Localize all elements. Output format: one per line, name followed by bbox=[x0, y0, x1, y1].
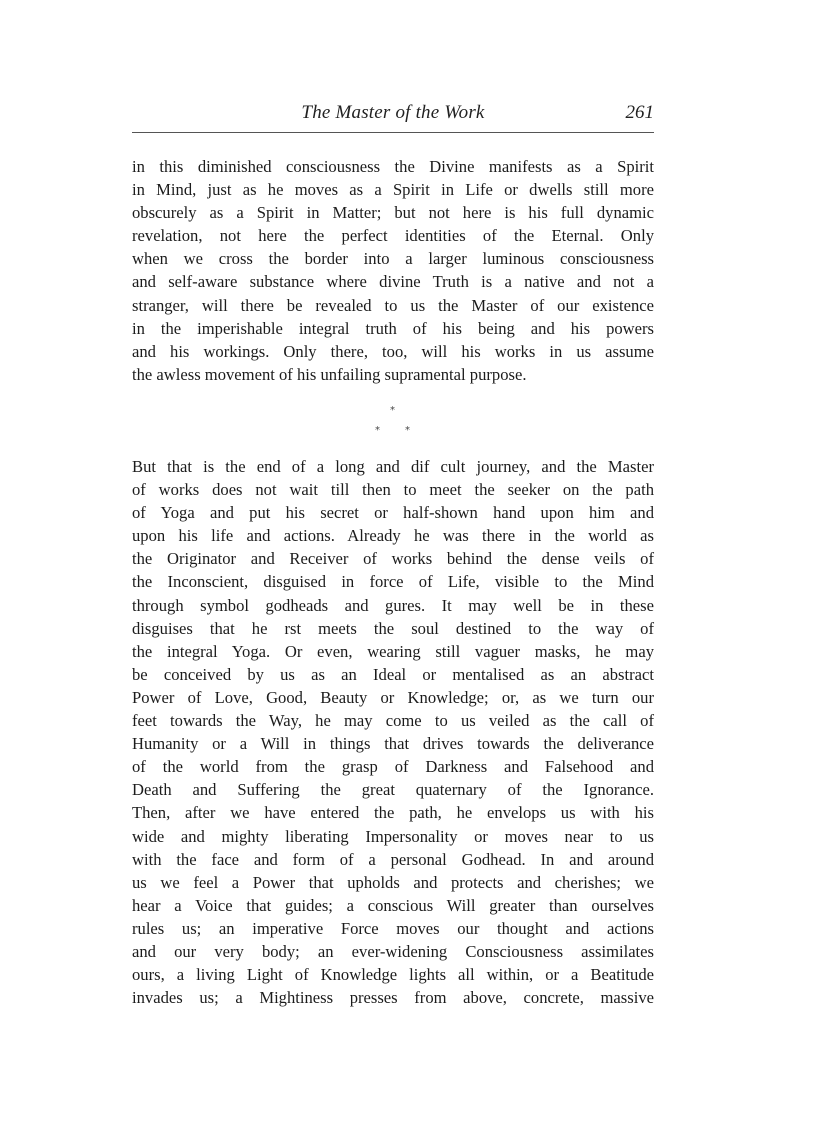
text-line: and our very body; an ever-widening Consciousness assimilates bbox=[132, 941, 654, 961]
text-line: revelation, not here the perfect identities of the Eternal. Only bbox=[132, 226, 654, 246]
header-rule bbox=[132, 132, 654, 133]
text-line: rules us; an imperative Force moves our thought and actions bbox=[132, 918, 654, 938]
text-line: Power of Love, Good, Beauty or Knowledge; or, as we turn our bbox=[132, 687, 654, 707]
text-line: us we feel a Power that upholds and protects and cherishes; we bbox=[132, 872, 654, 892]
text-line: disguises that he rst meets the soul destined to the way of bbox=[132, 618, 654, 638]
text-line: when we cross the border into a larger luminous consciousness bbox=[132, 249, 654, 269]
text-line: of works does not wait till then to meet the seeker on the path bbox=[132, 480, 654, 500]
paragraph-2 bbox=[132, 455, 654, 1009]
text-line: the Inconscient, disguised in force of Life, visible to the Mind bbox=[132, 572, 654, 592]
text-line: in the imperishable integral truth of his being and his powers bbox=[132, 318, 654, 338]
text-line: Humanity or a Will in things that drives towards the deliverance bbox=[132, 734, 654, 754]
text-line: invades us; a Mightiness presses from above, concrete, massive bbox=[132, 988, 654, 1008]
text-line: hear a Voice that guides; a conscious Will greater than ourselves bbox=[132, 895, 654, 915]
text-line: stranger, will there be revealed to us the Master of our existence bbox=[132, 295, 654, 315]
text-line: obscurely as a Spirit in Matter; but not here is his full dynamic bbox=[132, 203, 654, 223]
running-head bbox=[132, 102, 654, 128]
text-line: feet towards the Way, he may come to us veiled as the call of bbox=[132, 711, 654, 731]
text-line: Death and Suffering the great quaternary of the Ignorance. bbox=[132, 780, 654, 800]
text-line: ours, a living Light of Knowledge lights all within, or a Beatitude bbox=[132, 965, 654, 985]
text-line: in Mind, just as he moves as a Spirit in Life or dwells still more bbox=[132, 180, 654, 200]
asterisk-bottom-right: * bbox=[405, 425, 410, 436]
text-line: through symbol godheads and gures. It may well be in these bbox=[132, 595, 654, 615]
text-line: of Yoga and put his secret or half-shown hand upon him and bbox=[132, 503, 654, 523]
text-line: be conceived by us as an Ideal or mentalised as an abstract bbox=[132, 664, 654, 684]
text-line: with the face and form of a personal Godhead. In and around bbox=[132, 849, 654, 869]
asterisk-bottom-left: * bbox=[375, 425, 380, 436]
text-line: the integral Yoga. Or even, wearing still vaguer masks, he may bbox=[132, 641, 654, 661]
section-break-asterism bbox=[132, 406, 654, 440]
page-number: 261 bbox=[625, 102, 654, 123]
text-line: upon his life and actions. Already he was there in the world as bbox=[132, 526, 654, 546]
running-title: The Master of the Work bbox=[301, 102, 485, 123]
text-line: the Originator and Receiver of works behind the dense veils of bbox=[132, 549, 654, 569]
text-line: of the world from the grasp of Darkness and Falsehood and bbox=[132, 757, 654, 777]
text-line: and self-aware substance where divine Truth is a native and not a bbox=[132, 272, 654, 292]
text-line: Then, after we have entered the path, he envelops us with his bbox=[132, 803, 654, 823]
text-line: But that is the end of a long and dif cult journey, and the Master bbox=[132, 457, 654, 476]
paragraph-1 bbox=[132, 155, 654, 386]
text-line: in this diminished consciousness the Divine manifests as a Spirit bbox=[132, 157, 654, 176]
asterisk-top: * bbox=[390, 405, 395, 416]
text-line: and his workings. Only there, too, will his works in us assume bbox=[132, 341, 654, 361]
text-line: wide and mighty liberating Impersonality or moves near to us bbox=[132, 826, 654, 846]
text-line: the awless movement of his unfailing supramental purpose. bbox=[132, 364, 527, 384]
